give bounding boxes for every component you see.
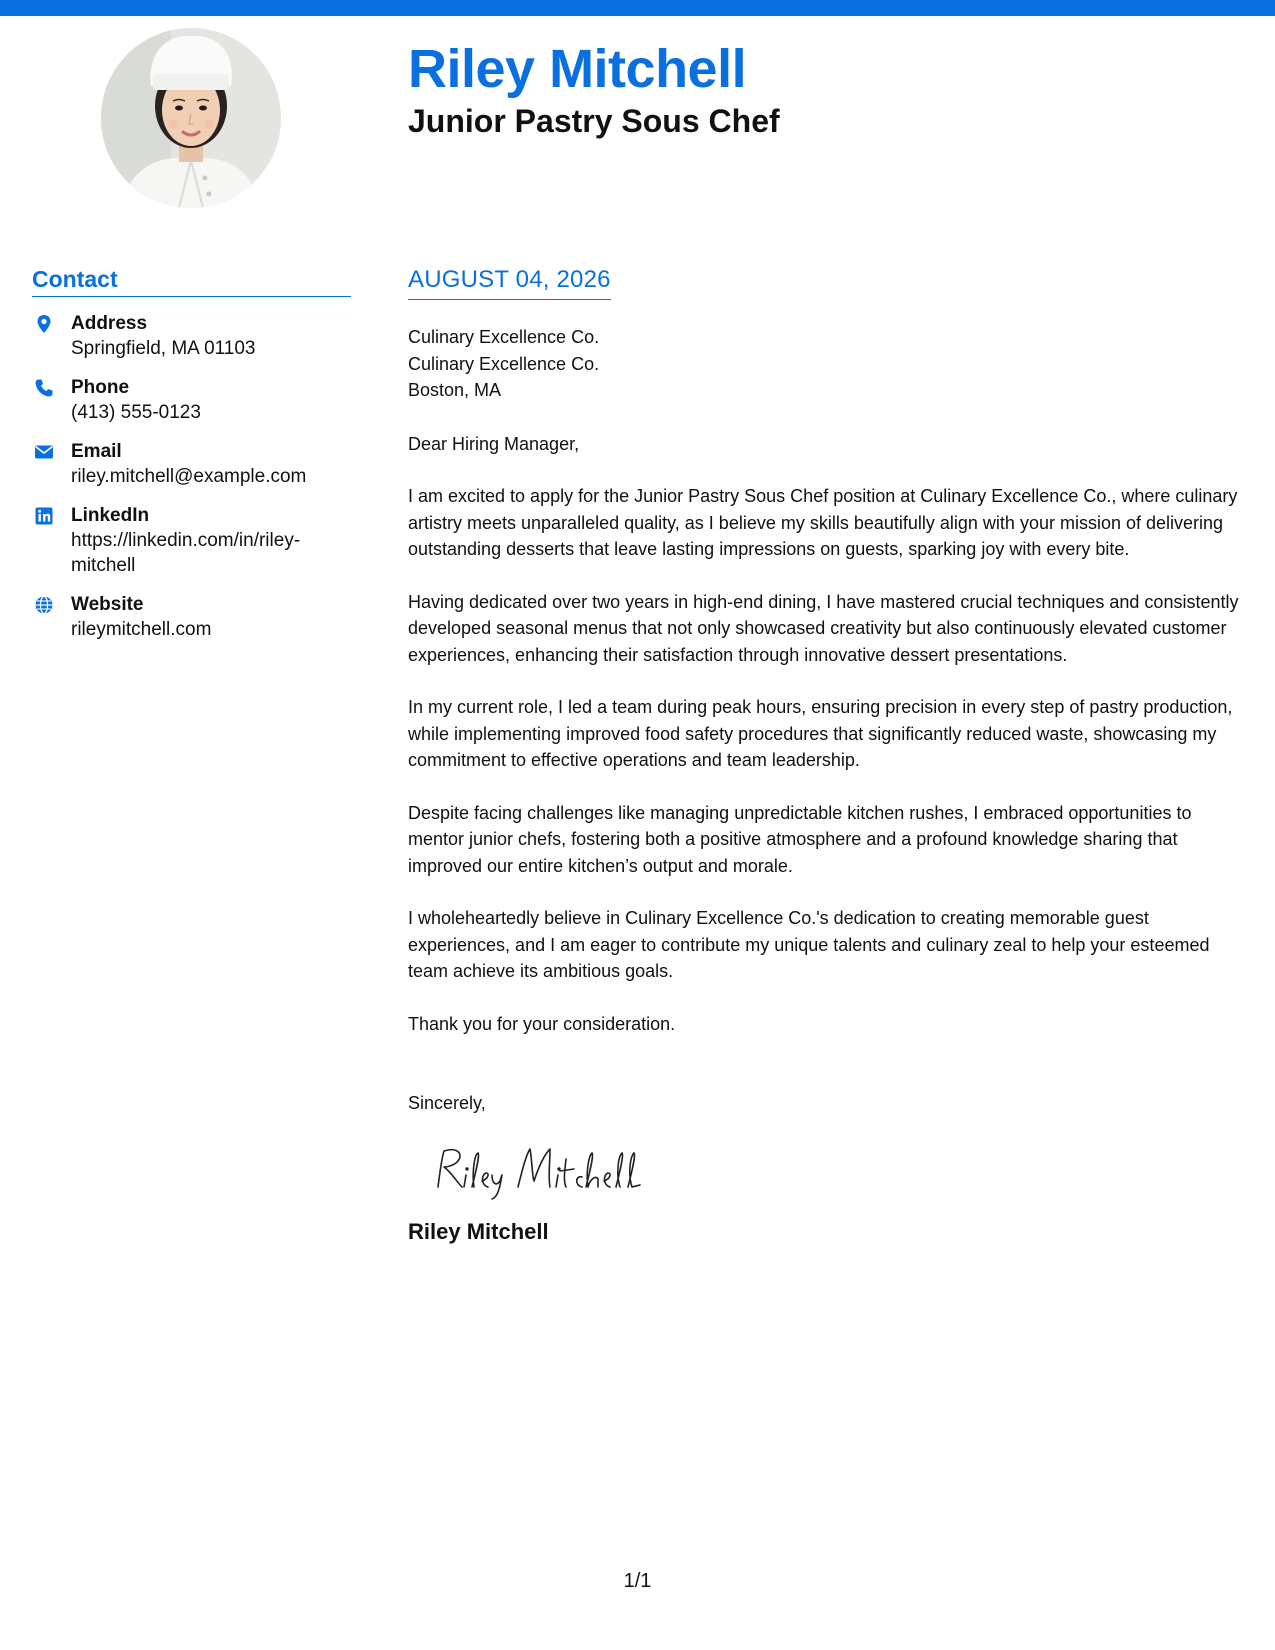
candidate-name: Riley Mitchell — [408, 39, 747, 99]
contact-label: LinkedIn — [71, 505, 150, 526]
signer-name: Riley Mitchell — [408, 1218, 549, 1244]
letter-date: AUGUST 04, 2026 — [408, 266, 611, 300]
page-number: 1/1 — [623, 1570, 652, 1592]
letter-paragraph: I am excited to apply for the Junior Pastry Sous Chef position at Culinary Excellence Co., where culinary artistry meets unparalleled quality, as I believe my skills beautifully align with your mission of delivering outstanding desserts that leave lasting impressions on guests, sparking joy with every bite. — [408, 486, 1238, 559]
letter-body — [408, 266, 1248, 1245]
contact-item-email[interactable] — [32, 439, 351, 489]
contact-label: Phone — [71, 377, 130, 398]
contact-value: Springfield, MA 01103 — [71, 338, 256, 359]
location-pin-icon — [34, 314, 54, 334]
closing: Sincerely, — [408, 1093, 486, 1113]
recipient-block — [408, 324, 1248, 404]
avatar — [101, 28, 281, 208]
linkedin-icon — [34, 506, 54, 526]
phone-icon — [34, 378, 54, 398]
letter-paragraph: In my current role, I led a team during peak hours, ensuring precision in every step of pastry production, while implementing improved food safety procedures that significantly reduced waste, showcasing my commitment to effective operations and team leadership. — [408, 697, 1233, 770]
linkedin-link[interactable]: https://linkedin.com/in/riley-mitchell — [71, 530, 301, 576]
contact-item-website[interactable] — [32, 592, 351, 642]
signature-image — [426, 1135, 1248, 1205]
recipient-line: Culinary Excellence Co. — [408, 353, 600, 374]
salutation: Dear Hiring Manager, — [408, 433, 580, 454]
contact-item-phone — [32, 375, 351, 425]
email-link[interactable]: riley.mitchell@example.com — [71, 466, 307, 487]
letter-paragraph: Despite facing challenges like managing unpredictable kitchen rushes, I embraced opportunities to mentor junior chefs, fostering both a positive atmosphere and a profound knowledge sharing that improved our entire kitchen’s output and morale. — [408, 802, 1192, 876]
website-link[interactable]: rileymitchell.com — [71, 619, 212, 640]
letter-paragraph: Thank you for your consideration. — [408, 1013, 676, 1034]
contact-sidebar — [32, 266, 351, 656]
contact-value: (413) 555-0123 — [71, 402, 201, 423]
candidate-title: Junior Pastry Sous Chef — [408, 103, 780, 139]
contact-heading: Contact — [32, 266, 351, 297]
contact-label: Website — [71, 594, 144, 615]
recipient-line: Culinary Excellence Co. — [408, 327, 600, 347]
letter-paragraph: I wholeheartedly believe in Culinary Excellence Co.'s dedication to creating memorable guest experiences, and I am eager to contribute my unique talents and culinary zeal to help your esteemed team achieve its ambitious goals. — [408, 908, 1210, 981]
recipient-line: Boston, MA — [408, 380, 502, 400]
contact-item-linkedin[interactable] — [32, 503, 351, 578]
letter-paragraph: Having dedicated over two years in high-end dining, I have mastered crucial techniques and consistently developed seasonal menus that not only showcased creativity but also continuously elevated customer experiences, enhancing their satisfaction through innovative dessert presentations. — [408, 591, 1239, 665]
contact-label: Email — [71, 441, 122, 462]
contact-label: Address — [71, 313, 148, 334]
email-icon — [34, 442, 54, 462]
contact-item-address — [32, 311, 351, 361]
top-accent-bar — [0, 0, 1275, 16]
globe-icon — [34, 595, 54, 615]
